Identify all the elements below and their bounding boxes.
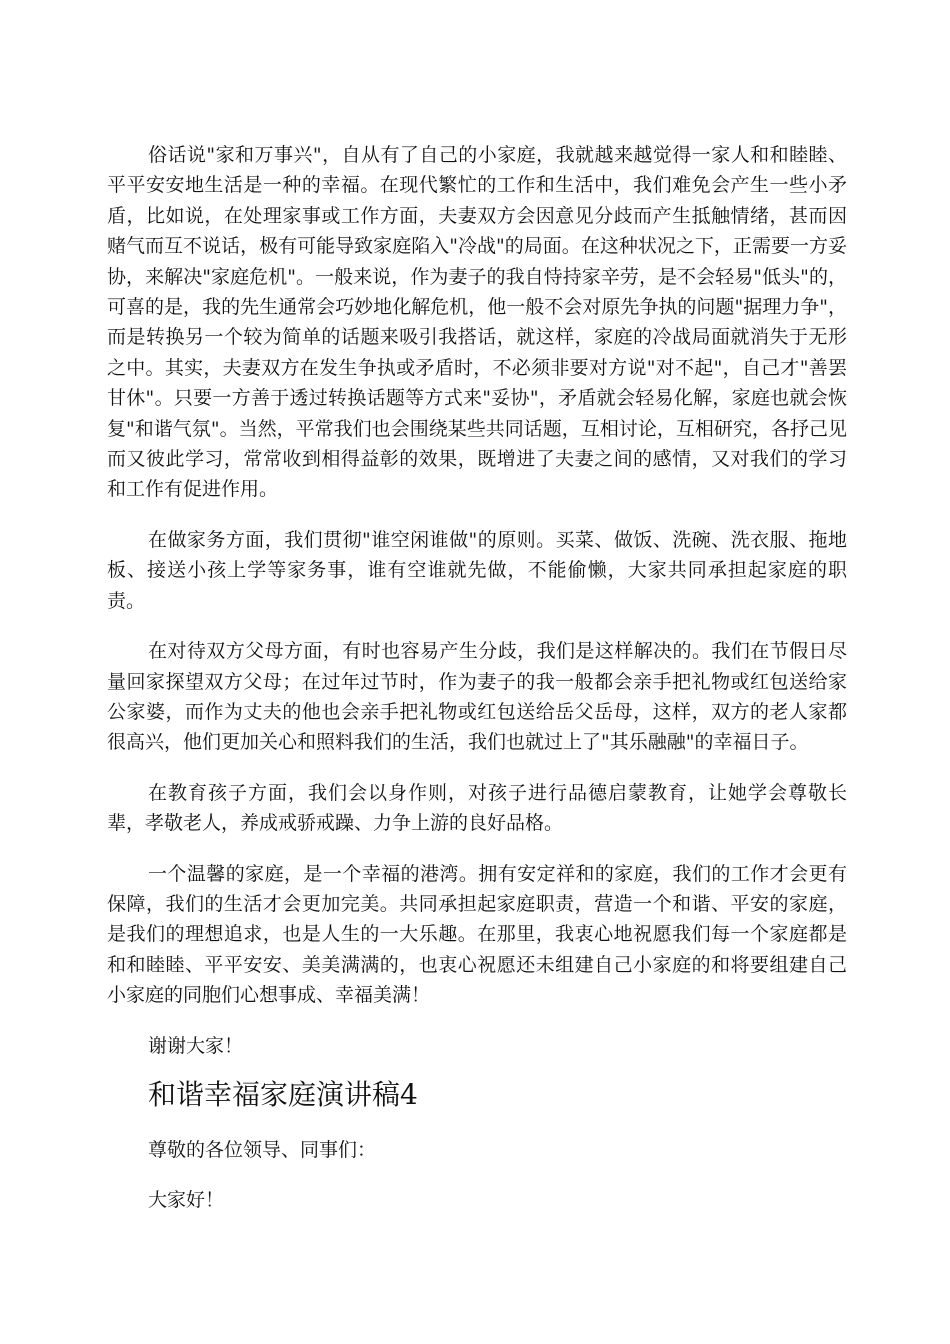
paragraph-thanks: 谢谢大家！ bbox=[148, 1034, 244, 1057]
paragraph-warm-home: 一个温馨的家庭，是一个幸福的港湾。拥有安定祥和的家庭，我们的工作才会更有保障，我们的生活才会更加完美。共同承担起家庭职责，营造一个和谐、平安的家庭，是我们的理想追求，也是人生的一大乐趣。在那里，我衷心地祝愿我们每一个家庭都是和和睦睦、平平安安、美美满满的，也衷心祝愿还未组建自己小家庭的和将要组建自己小家庭的同胞们心想事成、幸福美满！ bbox=[107, 862, 847, 1007]
paragraph-harmony: 俗话说"家和万事兴"，自从有了自己的小家庭，我就越来越觉得一家人和和睦睦、平平安安地生活是一种的幸福。在现代繁忙的工作和生活中，我们难免会产生一些小矛盾，比如说，在处理家事或工作方面，夫妻双方会因意见分歧而产生抵触情绪，甚而因赌气而互不说话，极有可能导致家庭陷入"冷战"的局面。在这种状况之下，正需要一方妥协，来解决"家庭危机"。一般来说，作为妻子的我自恃持家辛劳，是不会轻易"低头"的，可喜的是，我的先生通常会巧妙地化解危机，他一般不会对原先争执的问题"据理力争"，而是转换另一个较为简单的话题来吸引我搭话，就这样，家庭的冷战局面就消失于无形之中。其实，夫妻双方在发生争执或矛盾时，不必须非要对方说"对不起"，自己才"善罢甘休"。只要一方善于透过转换话题等方式来"妥协"，矛盾就会轻易化解，家庭也就会恢复"和谐气氛"。当然，平常我们也会围绕某些共同话题，互相讨论，互相研究，各抒己见而又彼此学习，常常收到相得益彰的效果，既增进了夫妻之间的感情，又对我们的学习和工作有促进作用。 bbox=[107, 144, 847, 501]
paragraph-parents: 在对待双方父母方面，有时也容易产生分歧，我们是这样解决的。我们在节假日尽量回家探望双方父母；在过年过节时，作为妻子的我一般都会亲手把礼物或红包送给家公家婆，而作为丈夫的他也会亲手把礼物或红包送给岳父岳母，这样，双方的老人家都很高兴，他们更加关心和照料我们的生活，我们也就过上了"其乐融融"的幸福日子。 bbox=[107, 640, 847, 754]
salutation: 尊敬的各位领导、同事们： bbox=[148, 1138, 377, 1161]
section-heading: 和谐幸福家庭演讲稿4 bbox=[148, 1077, 418, 1111]
document-page bbox=[107, 140, 847, 1216]
paragraph-housework: 在做家务方面，我们贯彻"谁空闲谁做"的原则。买菜、做饭、洗碗、洗衣服、拖地板、接送小孩上学等家务事，谁有空谁就先做，不能偷懒，大家共同承担起家庭的职责。 bbox=[107, 528, 847, 612]
paragraph-children: 在教育孩子方面，我们会以身作则，对孩子进行品德启蒙教育，让她学会尊敬长辈，孝敬老人，养成戒骄戒躁、力争上游的良好品格。 bbox=[107, 781, 847, 835]
greeting: 大家好！ bbox=[148, 1189, 225, 1212]
